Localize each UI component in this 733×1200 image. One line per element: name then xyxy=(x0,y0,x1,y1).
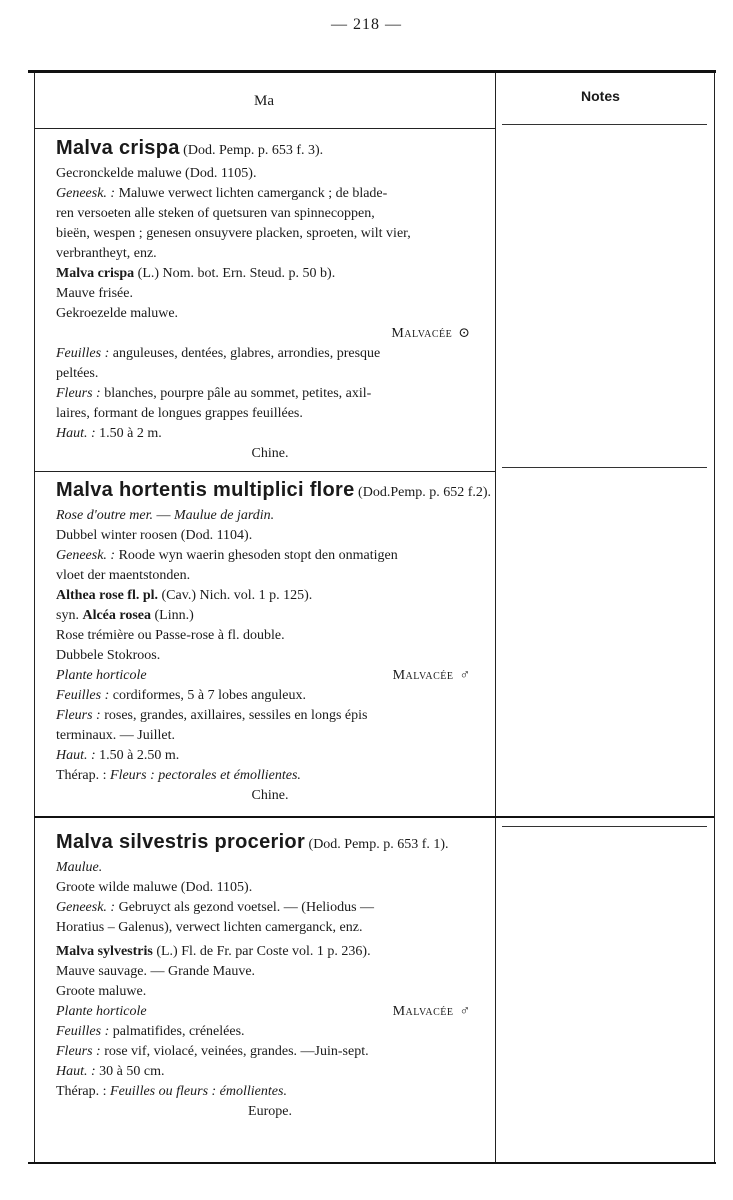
label-fleurs: Fleurs : xyxy=(56,386,101,401)
common-name: Maulue. xyxy=(56,860,103,875)
text-line: Dubbele Stokroos. xyxy=(56,648,161,663)
table-bottom-rule xyxy=(28,1162,716,1164)
text-line: Mauve sauvage. — Grande Mauve. xyxy=(56,964,256,979)
label-feuilles: Feuilles : xyxy=(56,346,110,361)
family-name: Malvacée xyxy=(391,326,453,341)
entry-title: Malva crispa xyxy=(56,137,180,159)
text-line: Horatius – Galenus), verwect lichten camerganck, enz. xyxy=(56,920,363,935)
text-line: Groote maluwe. xyxy=(56,984,147,999)
text-line: terminaux. — Juillet. xyxy=(56,728,175,743)
label-plante-horticole: Plante horticole xyxy=(56,668,147,683)
entry-separator xyxy=(34,816,714,818)
text-line: Gecronckelde maluwe (Dod. 1105). xyxy=(56,166,257,181)
annual-symbol-icon: ⊙ xyxy=(458,326,470,341)
text-line: 30 à 50 cm. xyxy=(95,1064,165,1079)
text-line: Maluwe verwect lichten camerganck ; de blade- xyxy=(115,186,388,201)
text-line: peltées. xyxy=(56,366,99,381)
label-geneesk: Geneesk. : xyxy=(56,900,116,915)
text-line: Mauve frisée. xyxy=(56,286,133,301)
label-plante-horticole: Plante horticole xyxy=(56,1004,147,1019)
entry-reference: (Dod. Pemp. p. 653 f. 3). xyxy=(183,143,324,158)
table-right-border xyxy=(714,73,715,1163)
text-line: — xyxy=(152,508,174,523)
text-line: ren versoeten alle steken of quetsuren van spinnecoppen, xyxy=(56,206,375,221)
text-line: bieën, wespen ; genesen onsuyvere placken, sproeten, wilt vier, xyxy=(56,226,411,241)
therapy-text: Feuilles ou fleurs : émollientes. xyxy=(110,1084,287,1099)
page-number: — 218 — xyxy=(331,16,402,33)
table-top-rule xyxy=(28,70,716,73)
text-line: roses, grandes, axillaires, sessiles en longs épis xyxy=(100,708,368,723)
text-line: verbrantheyt, enz. xyxy=(56,246,157,261)
text-line: Groote wilde maluwe (Dod. 1105). xyxy=(56,880,253,895)
text-line: 1.50 à 2 m. xyxy=(95,426,162,441)
latin-name: Malva crispa xyxy=(56,266,135,281)
male-symbol-icon: ♂ xyxy=(459,668,470,683)
text-line: (L.) Fl. de Fr. par Coste vol. 1 p. 236). xyxy=(152,944,371,959)
table-left-border xyxy=(34,73,35,1163)
latin-name: Alcéa rosea xyxy=(82,608,152,623)
label-feuilles: Feuilles : xyxy=(56,688,110,703)
origin: Europe. xyxy=(248,1104,292,1119)
text-line: blanches, pourpre pâle au sommet, petites, axil- xyxy=(100,386,372,401)
label-geneesk: Geneesk. : xyxy=(56,548,116,563)
text-line: Dubbel winter roosen (Dod. 1104). xyxy=(56,528,253,543)
label-haut: Haut. : xyxy=(56,1064,96,1079)
entry-malva-hortentis xyxy=(56,479,492,806)
origin: Chine. xyxy=(251,788,289,803)
origin: Chine. xyxy=(251,446,289,461)
entry-separator xyxy=(34,471,495,472)
text-line: (Linn.) xyxy=(151,608,194,623)
entry-title: Malva hortentis multiplici flore xyxy=(56,479,355,501)
text-line: Rose trémière ou Passe-rose à fl. double. xyxy=(56,628,285,643)
label-geneesk: Geneesk. : xyxy=(56,186,116,201)
family-name: Malvacée xyxy=(392,1004,454,1019)
text-line: Thérap. : xyxy=(56,1084,111,1099)
text-line: syn. xyxy=(56,608,83,623)
entry-reference: (Dod.Pemp. p. 652 f.2). xyxy=(358,485,492,500)
family-name: Malvacée xyxy=(392,668,454,683)
entry-malva-crispa xyxy=(56,138,484,464)
notes-rule xyxy=(502,124,707,125)
text-line: vloet der maentstonden. xyxy=(56,568,191,583)
common-name: Rose d'outre mer. xyxy=(56,508,153,523)
text-line: Gebruyct als gezond voetsel. — (Heliodus — xyxy=(115,900,375,915)
text-line: cordiformes, 5 à 7 lobes anguleux. xyxy=(109,688,306,703)
text-line: anguleuses, dentées, glabres, arrondies, presque xyxy=(109,346,381,361)
label-haut: Haut. : xyxy=(56,426,96,441)
text-line: 1.50 à 2.50 m. xyxy=(95,748,180,763)
latin-name: Malva sylvestris xyxy=(56,944,153,959)
column-header-main: Ma xyxy=(254,93,274,109)
entry-title: Malva silvestris procerior xyxy=(56,831,306,853)
label-haut: Haut. : xyxy=(56,748,96,763)
text-line: palmatifides, crénelées. xyxy=(109,1024,245,1039)
table-column-divider xyxy=(495,73,496,1163)
text-line: Gekroezelde maluwe. xyxy=(56,306,179,321)
notes-rule xyxy=(502,467,707,468)
text-line: (Cav.) Nich. vol. 1 p. 125). xyxy=(158,588,313,603)
label-fleurs: Fleurs : xyxy=(56,708,101,723)
male-symbol-icon: ♂ xyxy=(459,1004,470,1019)
common-name: Maulue de jardin. xyxy=(173,508,275,523)
header-rule xyxy=(34,128,495,129)
notes-rule xyxy=(502,826,707,827)
label-feuilles: Feuilles : xyxy=(56,1024,110,1039)
entry-malva-silvestris xyxy=(56,832,484,1122)
column-header-notes: Notes xyxy=(581,88,620,104)
latin-name: Althea rose fl. pl. xyxy=(56,588,159,603)
text-line: laires, formant de longues grappes feuillées. xyxy=(56,406,303,421)
text-line: rose vif, violacé, veinées, grandes. —Juin-sept. xyxy=(100,1044,369,1059)
text-line: Roode wyn waerin ghesoden stopt den onmatigen xyxy=(115,548,398,563)
therapy-text: Fleurs : pectorales et émollientes. xyxy=(110,768,301,783)
text-line: Thérap. : xyxy=(56,768,111,783)
text-line: (L.) Nom. bot. Ern. Steud. p. 50 b). xyxy=(134,266,336,281)
label-fleurs: Fleurs : xyxy=(56,1044,101,1059)
entry-reference: (Dod. Pemp. p. 653 f. 1). xyxy=(308,837,449,852)
